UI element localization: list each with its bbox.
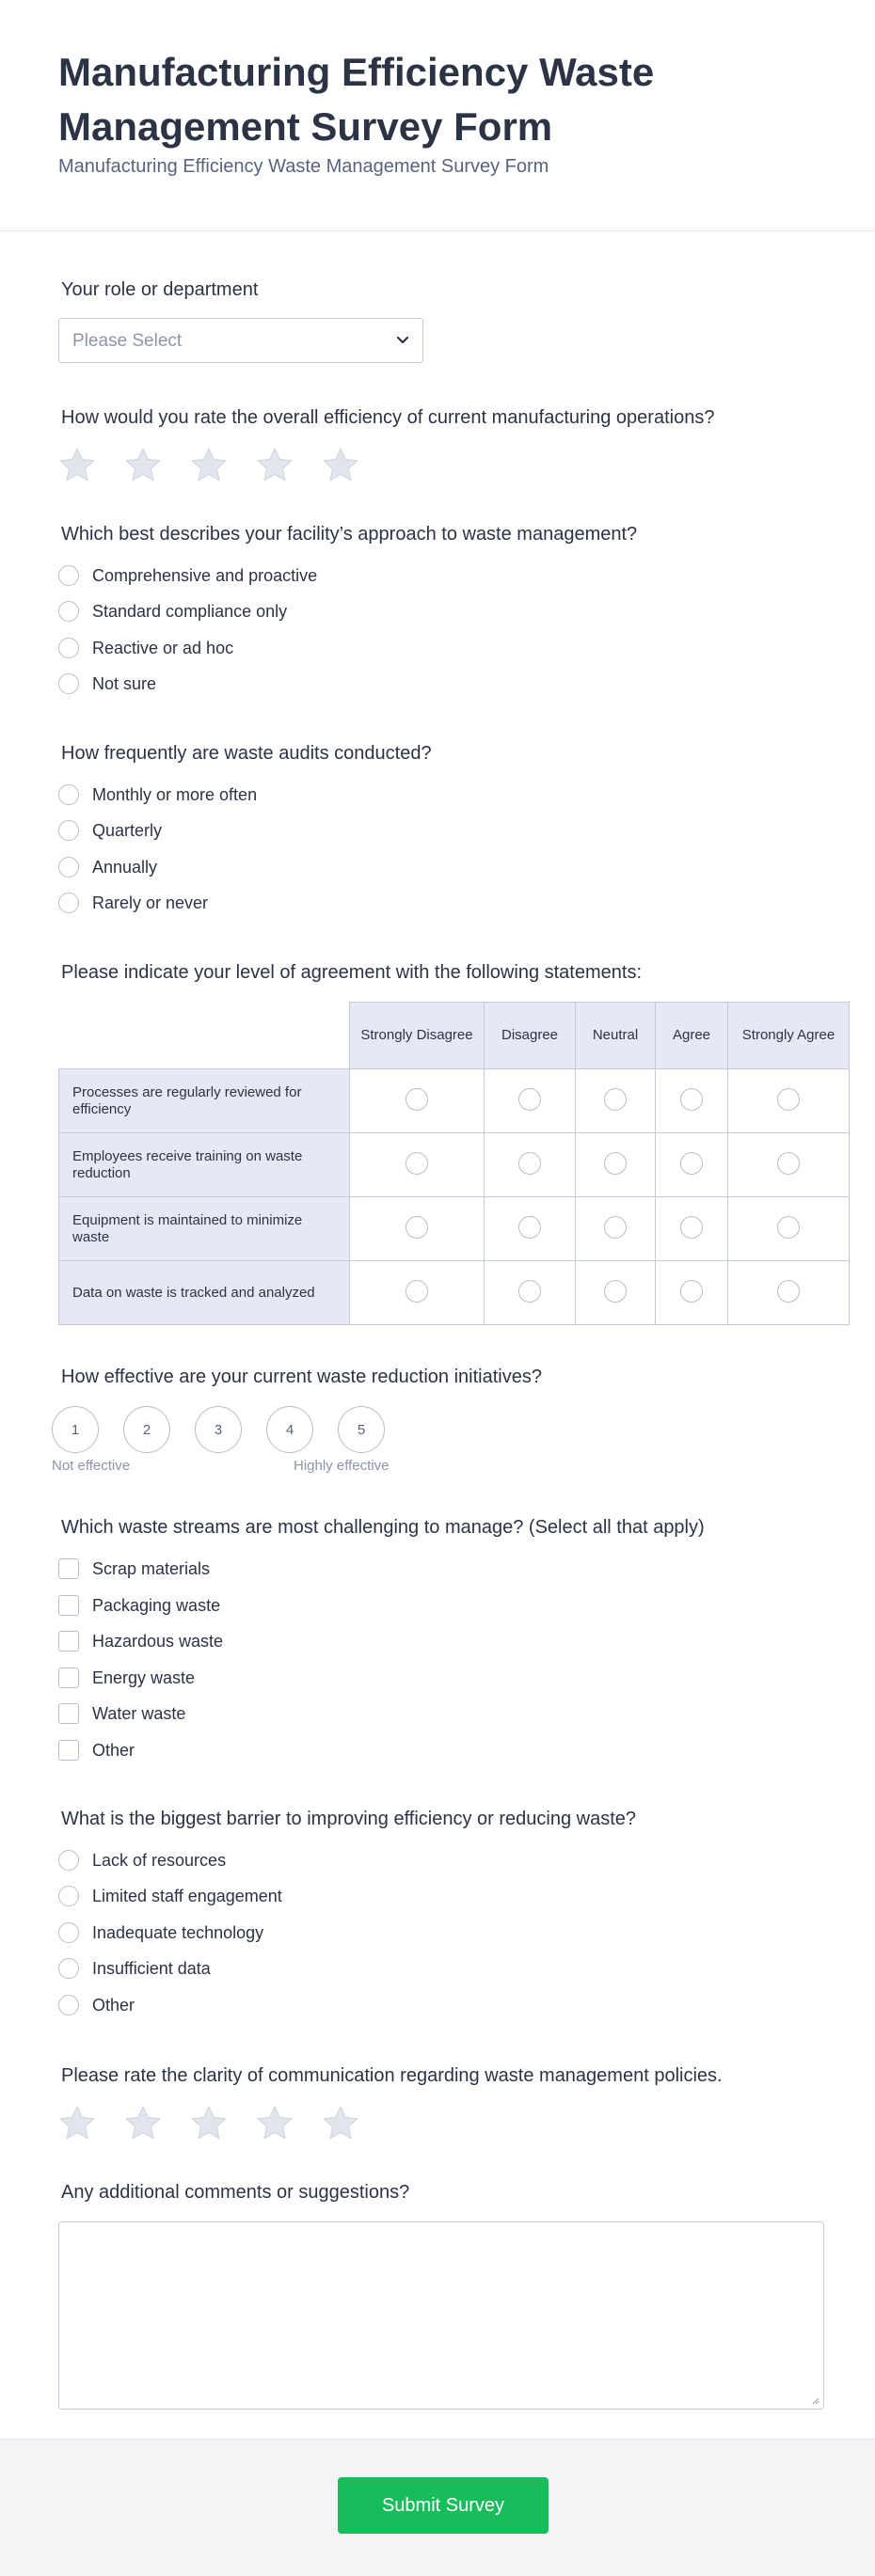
effectiveness-question-label: How effective are your current waste reduction initiatives? bbox=[61, 1367, 542, 1387]
matrix-radio[interactable] bbox=[518, 1152, 541, 1175]
matrix-radio[interactable] bbox=[518, 1088, 541, 1111]
efficiency-star-rating bbox=[58, 447, 359, 484]
resize-grip-icon[interactable] bbox=[810, 2395, 819, 2405]
star-icon[interactable] bbox=[322, 2105, 359, 2142]
star-icon[interactable] bbox=[58, 2105, 96, 2142]
barrier-option[interactable] bbox=[58, 1955, 211, 1982]
checkbox[interactable] bbox=[58, 1740, 79, 1761]
matrix-row bbox=[59, 1069, 850, 1133]
audit-option[interactable] bbox=[58, 817, 162, 844]
option-label: Reactive or ad hoc bbox=[92, 638, 234, 657]
matrix-radio[interactable] bbox=[777, 1152, 800, 1175]
role-dropdown-placeholder: Please Select bbox=[72, 331, 183, 351]
matrix-radio[interactable] bbox=[680, 1280, 703, 1303]
option-label: Insufficient data bbox=[92, 1958, 211, 1978]
star-icon[interactable] bbox=[190, 2105, 228, 2142]
audit-question-label: How frequently are waste audits conducted? bbox=[61, 743, 432, 764]
approach-option[interactable] bbox=[58, 598, 287, 624]
checkbox[interactable] bbox=[58, 1595, 79, 1616]
waste-stream-option[interactable] bbox=[58, 1628, 223, 1654]
radio-button[interactable] bbox=[58, 673, 79, 694]
matrix-radio[interactable] bbox=[604, 1280, 627, 1303]
option-label: Scrap materials bbox=[92, 1558, 211, 1578]
matrix-radio[interactable] bbox=[777, 1216, 800, 1239]
option-label: Standard compliance only bbox=[92, 601, 288, 621]
checkbox[interactable] bbox=[58, 1703, 79, 1724]
scale-option-4[interactable]: 4 bbox=[266, 1406, 313, 1453]
waste-stream-option[interactable] bbox=[58, 1556, 210, 1582]
scale-option-5[interactable]: 5 bbox=[338, 1406, 385, 1453]
star-icon[interactable] bbox=[322, 447, 359, 484]
scale-high-label: Highly effective bbox=[294, 1458, 390, 1474]
star-icon[interactable] bbox=[58, 447, 96, 484]
audit-option[interactable] bbox=[58, 854, 157, 880]
radio-button[interactable] bbox=[58, 820, 79, 841]
waste-stream-option[interactable] bbox=[58, 1700, 185, 1727]
matrix-column-header: Agree bbox=[656, 1003, 728, 1069]
form-subtitle: Manufacturing Efficiency Waste Management Survey Form bbox=[58, 156, 549, 177]
matrix-row bbox=[59, 1197, 850, 1261]
comments-textarea[interactable] bbox=[58, 2221, 824, 2410]
matrix-radio[interactable] bbox=[406, 1216, 428, 1239]
option-label: Energy waste bbox=[92, 1667, 196, 1687]
barrier-option[interactable] bbox=[58, 1883, 282, 1909]
agreement-matrix bbox=[58, 1002, 850, 1325]
chevron-down-icon bbox=[394, 332, 411, 349]
matrix-radio[interactable] bbox=[680, 1152, 703, 1175]
barrier-option[interactable] bbox=[58, 1920, 263, 1946]
option-label: Not sure bbox=[92, 673, 157, 693]
matrix-row-label: Employees receive training on waste reduction bbox=[59, 1133, 350, 1197]
matrix-radio[interactable] bbox=[777, 1088, 800, 1111]
clarity-question-label: Please rate the clarity of communication regarding waste management policies. bbox=[61, 2065, 723, 2086]
approach-option[interactable] bbox=[58, 562, 317, 589]
form-footer bbox=[0, 2439, 875, 2576]
barrier-option[interactable] bbox=[58, 1992, 135, 2018]
option-label: Quarterly bbox=[92, 820, 163, 840]
matrix-row-label: Equipment is maintained to minimize waste bbox=[59, 1197, 350, 1261]
role-dropdown[interactable] bbox=[58, 318, 423, 363]
audit-option[interactable] bbox=[58, 782, 257, 808]
radio-button[interactable] bbox=[58, 857, 79, 877]
scale-option-1[interactable]: 1 bbox=[52, 1406, 99, 1453]
matrix-radio[interactable] bbox=[406, 1280, 428, 1303]
radio-button[interactable] bbox=[58, 1886, 79, 1906]
form-title: Manufacturing Efficiency Waste Management Survey Form bbox=[58, 50, 655, 149]
checkbox[interactable] bbox=[58, 1667, 79, 1688]
option-label: Limited staff engagement bbox=[92, 1886, 282, 1905]
form-header bbox=[0, 0, 875, 231]
scale-low-label: Not effective bbox=[52, 1458, 131, 1474]
option-label: Rarely or never bbox=[92, 893, 209, 912]
option-label: Annually bbox=[92, 857, 158, 877]
matrix-radio[interactable] bbox=[406, 1152, 428, 1175]
matrix-radio[interactable] bbox=[604, 1152, 627, 1175]
radio-button[interactable] bbox=[58, 784, 79, 805]
radio-button[interactable] bbox=[58, 1995, 79, 2015]
matrix-radio[interactable] bbox=[680, 1216, 703, 1239]
option-label: Other bbox=[92, 1740, 135, 1760]
matrix-radio[interactable] bbox=[518, 1280, 541, 1303]
radio-button[interactable] bbox=[58, 638, 79, 658]
waste-stream-option[interactable] bbox=[58, 1592, 220, 1619]
option-label: Comprehensive and proactive bbox=[92, 565, 318, 585]
clarity-star-rating bbox=[58, 2105, 359, 2142]
comments-question-label: Any additional comments or suggestions? bbox=[61, 2182, 410, 2203]
matrix-corner bbox=[59, 1003, 350, 1069]
scale-option-3[interactable]: 3 bbox=[195, 1406, 242, 1453]
waste-stream-option[interactable] bbox=[58, 1665, 195, 1691]
matrix-column-header: Strongly Disagree bbox=[350, 1003, 485, 1069]
option-label: Monthly or more often bbox=[92, 784, 258, 804]
matrix-row bbox=[59, 1261, 850, 1325]
radio-button[interactable] bbox=[58, 601, 79, 622]
matrix-row-label: Data on waste is tracked and analyzed bbox=[59, 1261, 350, 1325]
matrix-column-header: Neutral bbox=[576, 1003, 656, 1069]
barrier-option[interactable] bbox=[58, 1847, 226, 1873]
barrier-question-label: What is the biggest barrier to improving efficiency or reducing waste? bbox=[61, 1809, 637, 1829]
option-label: Other bbox=[92, 1995, 135, 2015]
checkbox[interactable] bbox=[58, 1631, 79, 1651]
matrix-column-header: Disagree bbox=[485, 1003, 576, 1069]
star-icon[interactable] bbox=[190, 447, 228, 484]
option-label: Packaging waste bbox=[92, 1595, 221, 1615]
matrix-radio[interactable] bbox=[604, 1216, 627, 1239]
checkbox[interactable] bbox=[58, 1558, 79, 1579]
radio-button[interactable] bbox=[58, 1958, 79, 1979]
matrix-radio[interactable] bbox=[777, 1280, 800, 1303]
matrix-radio[interactable] bbox=[604, 1088, 627, 1111]
radio-button[interactable] bbox=[58, 893, 79, 913]
option-label: Inadequate technology bbox=[92, 1922, 264, 1942]
waste-stream-option[interactable] bbox=[58, 1737, 135, 1763]
option-label: Hazardous waste bbox=[92, 1631, 224, 1651]
matrix-row-label: Processes are regularly reviewed for efficiency bbox=[59, 1069, 350, 1133]
radio-button[interactable] bbox=[58, 1922, 79, 1943]
waste-streams-question-label: Which waste streams are most challenging to manage? (Select all that apply) bbox=[61, 1517, 705, 1538]
approach-question-label: Which best describes your facility’s approach to waste management? bbox=[61, 524, 638, 545]
matrix-row bbox=[59, 1133, 850, 1197]
efficiency-question-label: How would you rate the overall efficiency of current manufacturing operations? bbox=[61, 407, 715, 428]
effectiveness-scale bbox=[52, 1406, 385, 1453]
submit-button[interactable]: Submit Survey bbox=[338, 2477, 549, 2534]
star-icon[interactable] bbox=[256, 447, 294, 484]
star-icon[interactable] bbox=[256, 2105, 294, 2142]
radio-button[interactable] bbox=[58, 565, 79, 586]
matrix-column-header: Strongly Agree bbox=[728, 1003, 850, 1069]
star-icon[interactable] bbox=[124, 447, 162, 484]
matrix-radio[interactable] bbox=[680, 1088, 703, 1111]
matrix-radio[interactable] bbox=[406, 1088, 428, 1111]
role-question-label: Your role or department bbox=[61, 279, 259, 300]
agreement-question-label: Please indicate your level of agreement with the following statements: bbox=[61, 962, 643, 983]
option-label: Lack of resources bbox=[92, 1850, 227, 1870]
star-icon[interactable] bbox=[124, 2105, 162, 2142]
approach-option[interactable] bbox=[58, 671, 156, 697]
matrix-radio[interactable] bbox=[518, 1216, 541, 1239]
scale-option-2[interactable]: 2 bbox=[123, 1406, 170, 1453]
approach-option[interactable] bbox=[58, 635, 233, 661]
radio-button[interactable] bbox=[58, 1850, 79, 1871]
option-label: Water waste bbox=[92, 1703, 186, 1723]
audit-option[interactable] bbox=[58, 890, 208, 916]
